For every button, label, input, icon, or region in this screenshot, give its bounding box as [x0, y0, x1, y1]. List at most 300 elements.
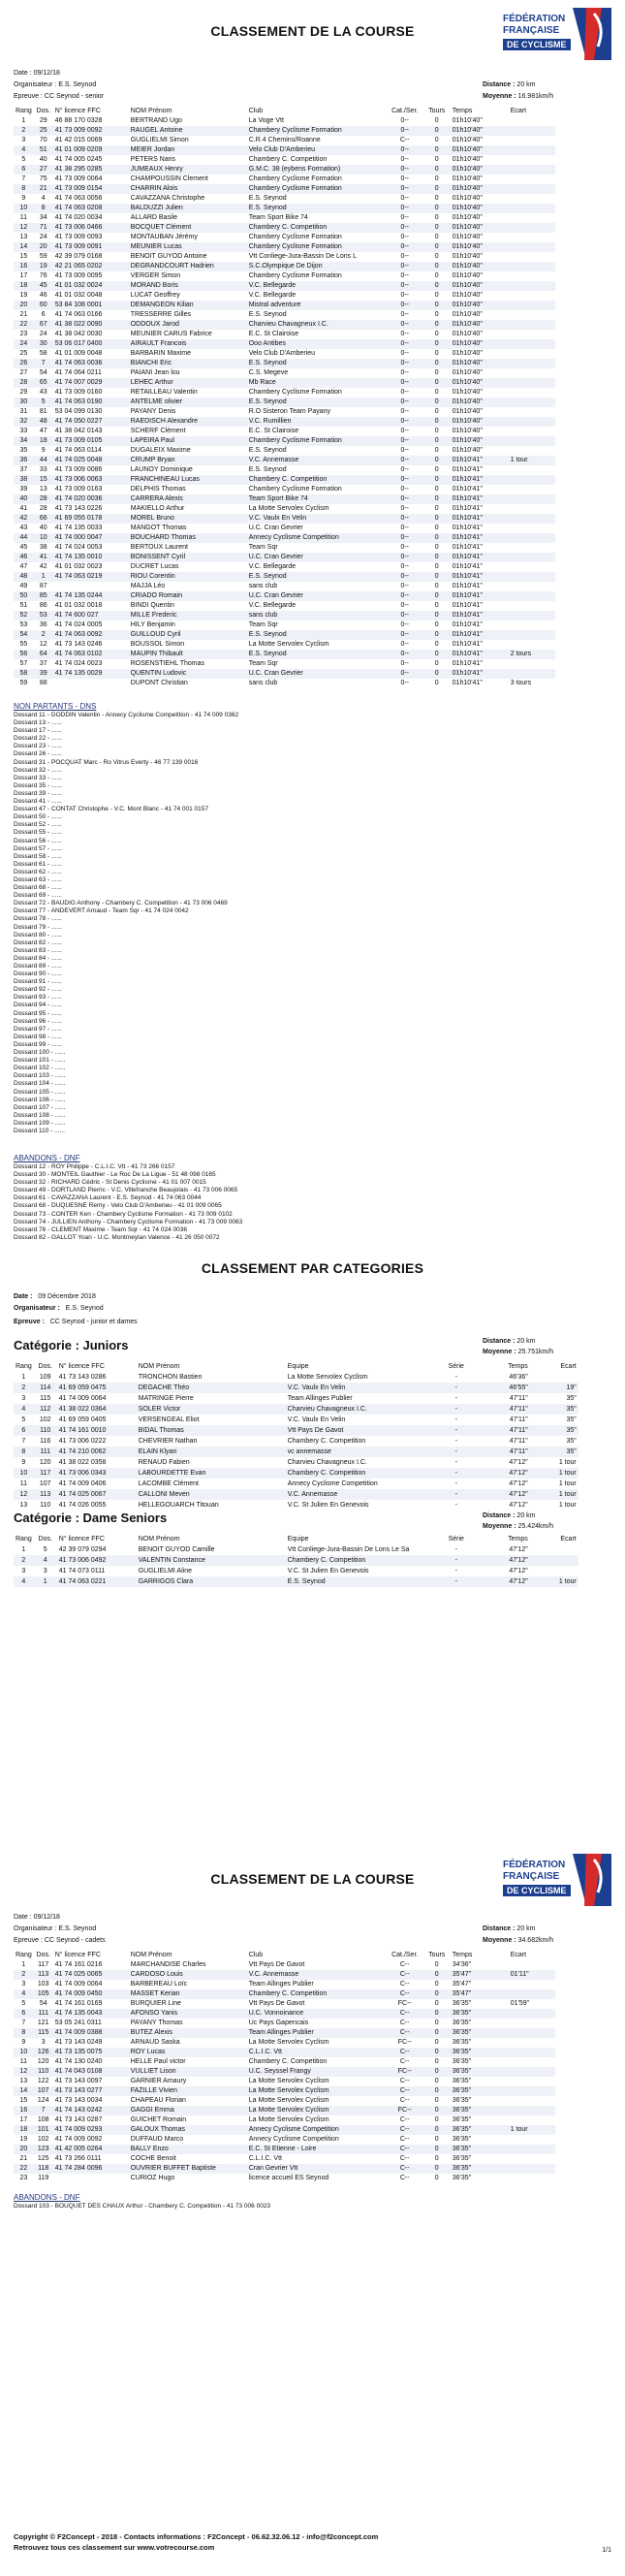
table-cell: - — [454, 1374, 457, 1381]
table-cell: 41 74 024 0023 — [54, 660, 103, 667]
table-cell: 1 — [21, 1546, 26, 1553]
table-cell: 22 — [14, 320, 34, 330]
table-cell: 17 — [19, 272, 28, 279]
table-cell: HELLEGOUARCH Titouan — [138, 1502, 219, 1509]
table-cell: 58 — [39, 350, 47, 357]
results-row — [14, 553, 555, 562]
table-cell: 3 — [43, 1568, 47, 1574]
dns-entry: Dossard 23 - ...... — [14, 743, 62, 750]
results-row — [14, 2164, 555, 2174]
table-cell: U.C. Cran Gevrier — [248, 525, 303, 531]
table-cell: 101 — [34, 2125, 53, 2135]
dnf-entry: Dossard 103 - BOUQUET DES CHAUX Arthur - Chambery C. Competition - 41 73 006 0023 — [14, 2203, 271, 2210]
dns-entry: Dossard 68 - ...... — [14, 884, 62, 892]
table-cell — [509, 252, 555, 262]
table-cell: Chambery C. Competition — [287, 1438, 366, 1445]
column-header: Cat./Ser. — [391, 1952, 419, 1958]
table-cell: 36'35" — [451, 2028, 509, 2038]
table-cell: - — [454, 1416, 457, 1423]
table-cell: 4 — [41, 195, 46, 202]
table-cell: 13 — [19, 2078, 28, 2084]
dns-entry: Dossard 52 - ...... — [14, 821, 62, 829]
table-cell: 14 — [14, 2086, 34, 2096]
table-cell: 0 — [423, 204, 451, 213]
table-cell: Team Sqr — [248, 621, 278, 628]
table-cell: 43 — [19, 525, 28, 531]
table-cell: Chambery Cyclisme Formation — [247, 126, 387, 136]
dnf-entry: Dossard 30 - MONTEIL Gauthier - Le Roc De La Ligue - 51 48 098 0165 — [14, 1171, 216, 1179]
table-cell: 41 74 135 0033 — [54, 525, 103, 531]
results-row — [14, 465, 555, 475]
table-cell: 18 — [14, 2125, 34, 2135]
table-cell: 41 74 020 0036 — [53, 494, 129, 504]
table-cell: 01h10'41" — [451, 669, 509, 679]
table-cell: BOUSSOL Simon — [130, 641, 185, 648]
table-cell: Team Sqr — [248, 544, 278, 551]
table-cell: 36'35" — [451, 2048, 509, 2057]
table-cell: 01h10'40" — [451, 145, 509, 155]
table-cell: 9 — [21, 2039, 26, 2046]
table-cell: 0-- — [400, 214, 410, 221]
results-row — [14, 456, 555, 465]
table-cell: Annecy Cyclisme Competition — [287, 1480, 378, 1487]
table-cell: 105 — [34, 1989, 53, 1999]
table-cell: 35 — [19, 447, 28, 454]
table-cell — [509, 543, 555, 553]
table-cell: 107 — [39, 1480, 51, 1487]
table-cell: 10 — [34, 533, 53, 543]
table-cell: CHAMPOUSSIN Clement — [130, 175, 208, 182]
table-cell: 36 — [14, 456, 34, 465]
table-cell: 36'35" — [451, 2145, 509, 2154]
table-cell: 1 tour — [530, 1489, 578, 1500]
page1-moyenne-row: Moyenne : 16.981km/h — [483, 93, 554, 100]
results-row — [14, 562, 555, 572]
table-cell: 11 — [19, 1480, 27, 1487]
table-cell — [509, 582, 555, 591]
dns-entry: Dossard 26 - ...... — [14, 750, 62, 758]
table-cell: 13 — [19, 234, 28, 240]
dns-entry: Dossard 13 - ...... — [14, 719, 62, 727]
table-cell: 27 — [19, 369, 28, 376]
table-cell: VERGER Simon — [130, 272, 181, 279]
table-cell: 24 — [39, 234, 47, 240]
page3-moyenne-row: Moyenne : 34.682km/h — [483, 1937, 554, 1944]
table-cell: 110 — [34, 1425, 57, 1436]
table-cell: 47'11" — [509, 1438, 528, 1445]
table-cell: 2 tours — [509, 650, 555, 659]
page1-epreuve-row: Epreuve : CC Seynod - senior — [14, 93, 105, 100]
table-cell: 0-- — [387, 242, 423, 252]
table-cell: 0 — [434, 2116, 439, 2123]
table-cell: PAYANY Denis — [130, 408, 176, 415]
table-cell: 55 — [19, 641, 28, 648]
table-cell: 42 21 065 0202 — [53, 262, 129, 271]
table-cell: 7 — [21, 1438, 26, 1445]
table-cell: 35'47" — [451, 1989, 509, 1999]
dns-entry: Dossard 82 - ...... — [14, 938, 62, 946]
table-cell: 41 74 009 0450 — [53, 1989, 129, 1999]
page3-title: CLASSEMENT DE LA COURSE — [210, 1871, 415, 1887]
table-cell: Chambery C. Competition — [248, 2058, 328, 2065]
table-cell: E.S. Seynod — [248, 195, 287, 202]
dns-entry: Dossard 90 - ...... — [14, 970, 62, 978]
dns-entry: Dossard 17 - ...... — [14, 727, 62, 735]
table-cell: 0-- — [400, 156, 410, 163]
table-cell: - — [435, 1404, 478, 1415]
table-cell: LABOURDETTE Evan — [137, 1468, 286, 1479]
table-cell: 19 — [19, 292, 28, 299]
table-cell: MOREL Bruno — [129, 514, 247, 524]
results-row — [14, 213, 555, 223]
table-cell: Chambery Cyclisme Formation — [248, 389, 342, 396]
table-cell: 01h10'41" — [452, 563, 483, 570]
table-cell: 34 — [39, 214, 47, 221]
table-cell: 0 — [423, 650, 451, 659]
table-cell — [509, 514, 555, 524]
table-cell: 54 — [14, 630, 34, 640]
table-cell: - — [435, 1447, 478, 1457]
table-cell: 0 — [434, 2000, 439, 2007]
dames-row — [14, 1566, 578, 1576]
page1-dnf-title: ABANDONS - DNF — [14, 1154, 80, 1162]
column-header: Temps — [452, 108, 473, 114]
table-cell: ROSENSTIEHL Thomas — [130, 660, 204, 667]
juniors-table — [14, 1361, 578, 1511]
table-cell: 0 — [434, 175, 439, 182]
table-cell: 41 74 063 0102 — [53, 650, 129, 659]
table-cell — [509, 407, 555, 417]
table-cell: 32 — [14, 417, 34, 427]
table-cell — [509, 271, 555, 281]
table-cell: V.C. Rumillien — [247, 417, 387, 427]
table-cell: U.C. Vonnoinance — [247, 2009, 387, 2019]
table-cell: C-- — [399, 2097, 410, 2104]
table-cell: 41 38 022 0364 — [57, 1404, 137, 1415]
page3-results-table — [14, 1951, 555, 2183]
table-cell: 01h10'41" — [451, 591, 509, 601]
table-cell: - — [435, 1383, 478, 1393]
table-cell: AFONSO Yanis — [129, 2009, 247, 2019]
table-cell: U.C. Cran Gevrier — [247, 669, 387, 679]
column-header: Tours — [428, 1952, 446, 1958]
table-cell: 0-- — [400, 447, 410, 454]
table-cell: 20 — [34, 242, 53, 252]
dames-distance: 20 km — [516, 1512, 536, 1519]
table-cell: 53 04 099 0130 — [54, 408, 103, 415]
table-cell: 0 — [434, 408, 439, 415]
results-row — [14, 252, 555, 262]
table-cell: 31 — [19, 408, 28, 415]
table-cell: 0-- — [400, 272, 410, 279]
table-cell: 01h10'40" — [451, 281, 509, 291]
table-cell: 0 — [423, 262, 451, 271]
table-cell: C-- — [399, 2155, 410, 2162]
table-cell: DUGALEIX Maxime — [130, 447, 191, 454]
table-cell: 41 38 022 0358 — [58, 1459, 107, 1466]
table-cell — [509, 194, 555, 204]
table-cell: 3 — [21, 1568, 26, 1574]
page3-epreuve: CC Seynod - cadets — [44, 1937, 106, 1944]
table-cell: 88 — [39, 680, 47, 686]
table-cell: 01h10'40" — [452, 117, 483, 124]
table-cell: 0-- — [400, 331, 410, 337]
results-row — [14, 310, 555, 320]
table-cell: 53 — [34, 611, 53, 620]
table-cell: 01h10'41" — [452, 525, 483, 531]
column-header: NOM Prénom — [138, 1363, 180, 1370]
table-cell: La Motte Servolex Cyclism — [248, 641, 329, 648]
dnf-entry: Dossard 74 - JULLIEN Anthony - Chambery Cyclisme Formation - 41 73 009 0063 — [14, 1218, 243, 1225]
juniors-distance: 20 km — [516, 1338, 536, 1345]
table-cell: 3 — [41, 2039, 46, 2046]
table-cell: 15 — [19, 253, 28, 260]
dns-entry: Dossard 31 - POCQUAT Marc - Ro Vitrus Everty - 46 77 139 0016 — [14, 758, 199, 766]
table-cell: MATRINGE Pierre — [138, 1395, 194, 1402]
table-cell: QUENTIN Ludovic — [129, 669, 247, 679]
table-cell: 36'35" — [451, 2106, 509, 2115]
table-cell: 4 — [14, 1989, 34, 1999]
dames-moyenne: 25.424km/h — [517, 1523, 554, 1530]
table-cell: 0 — [434, 466, 439, 473]
dns-entry: Dossard 11 - GODDIN Valentin - Annecy Cyclisme Competition - 41 74 009 0362 — [14, 712, 239, 718]
table-cell: R.O Sisteron Team Payany — [248, 408, 331, 415]
dns-entry: Dossard 58 - ...... — [14, 852, 62, 860]
table-cell: 0-- — [400, 660, 410, 667]
table-cell: BENOIT GUYOD Camille — [138, 1546, 215, 1553]
table-cell: BIDAL Thomas — [137, 1425, 286, 1436]
table-cell: 36'35" — [452, 2058, 472, 2065]
table-cell — [509, 562, 555, 572]
table-cell: La Motte Servolex Cyclism — [248, 2039, 329, 2046]
results-row — [14, 2174, 555, 2183]
page1-moyenne: 16.981km/h — [517, 93, 554, 100]
dns-entry: Dossard 63 - ...... — [14, 875, 62, 883]
dns-entry: Dossard 61 - ...... — [14, 860, 62, 868]
table-cell: E.S. Seynod — [286, 1576, 435, 1587]
results-row — [14, 2019, 555, 2028]
table-cell: 46 — [14, 553, 34, 562]
dns-entry: Dossard 79 - ...... — [14, 923, 62, 931]
table-cell — [509, 339, 555, 349]
table-cell: 35" — [566, 1438, 577, 1445]
column-header: Dos. — [38, 1363, 52, 1370]
table-cell: CRIADO Romain — [129, 591, 247, 601]
table-cell: Team Sport Bike 74 — [248, 214, 308, 221]
table-cell: 0 — [423, 378, 451, 388]
table-cell: 41 73 143 0277 — [53, 2086, 129, 2096]
table-cell: 41 73 266 0111 — [54, 2155, 102, 2162]
results-row — [14, 659, 555, 669]
results-row — [14, 165, 555, 175]
table-cell: 01h10'40" — [452, 272, 483, 279]
table-cell: SOLER Victor — [137, 1404, 286, 1415]
results-row — [14, 650, 555, 659]
dns-entry: Dossard 69 - ...... — [14, 892, 62, 900]
dames-row — [14, 1555, 578, 1566]
page1-distance-row: Distance : 20 km — [483, 81, 536, 88]
table-cell: 57 — [19, 660, 28, 667]
table-cell: 41 74 063 0036 — [53, 359, 129, 368]
results-row — [14, 242, 555, 252]
categories-title: CLASSEMENT PAR CATEGORIES — [201, 1260, 424, 1276]
dns-entry: Dossard 39 - ...... — [14, 789, 62, 797]
table-cell: 65 — [34, 378, 53, 388]
table-cell — [53, 582, 129, 591]
table-cell: 01h10'40" — [451, 378, 509, 388]
table-cell: 4 — [14, 1576, 34, 1587]
table-cell: - — [454, 1502, 457, 1509]
table-cell: 41 74 050 0227 — [53, 417, 129, 427]
results-row — [14, 475, 555, 485]
column-header: Dos. — [36, 108, 50, 114]
table-cell: 41 74 007 0029 — [53, 378, 129, 388]
table-cell: 0 — [434, 641, 439, 648]
results-row — [14, 2067, 555, 2077]
table-cell: La Motte Servolex Cyclism — [247, 2086, 387, 2096]
table-cell: RENAUD Fabien — [138, 1459, 190, 1466]
table-cell: 01h10'40" — [452, 137, 483, 143]
column-header: Dos. — [36, 1952, 50, 1958]
table-cell: 41 73 009 0092 — [53, 126, 129, 136]
table-cell: RIOU Corentin — [129, 572, 247, 582]
results-row — [14, 1989, 555, 1999]
table-cell: 3 — [21, 1981, 26, 1988]
results-row — [14, 2009, 555, 2019]
table-cell: 26 — [14, 359, 34, 368]
results-row — [14, 1970, 555, 1980]
table-cell: 120 — [37, 2058, 49, 2065]
table-cell: 0 — [434, 486, 439, 493]
table-cell: 56 — [14, 650, 34, 659]
table-cell: 01h10'40" — [452, 447, 483, 454]
table-cell: 28 — [14, 378, 34, 388]
results-row — [14, 2135, 555, 2145]
results-row — [14, 591, 555, 601]
table-cell: 41 74 025 0048 — [53, 456, 129, 465]
table-cell: DEGACHE Théo — [137, 1383, 286, 1393]
table-cell: 47'11" — [478, 1404, 530, 1415]
table-cell: 0 — [434, 350, 439, 357]
table-cell: 0 — [434, 505, 439, 512]
table-cell: 45 — [19, 544, 28, 551]
table-cell: GALOUX Thomas — [129, 2125, 247, 2135]
table-cell: 41 74 073 0111 — [58, 1568, 106, 1574]
table-cell — [509, 291, 555, 301]
column-header: N° licence FFC — [58, 1363, 105, 1370]
table-cell: 41 69 059 0475 — [57, 1383, 137, 1393]
table-cell: 41 74 161 0216 — [54, 1961, 103, 1968]
table-cell: GUICHET Romain — [130, 2116, 187, 2123]
dnf-entry: Dossard 68 - DUQUESNE Remy - Velo Club D'Amberieu - 41 01 009 0065 — [14, 1202, 222, 1210]
table-cell: BENOIT GUYOD Antoine — [130, 253, 207, 260]
table-cell: E.S. Seynod — [247, 572, 387, 582]
dns-entry: Dossard 102 - ...... — [14, 1065, 66, 1072]
table-cell — [509, 601, 555, 611]
juniors-title: Catégorie : Juniors — [14, 1338, 129, 1352]
table-cell: JUMEAUX Henry — [129, 165, 247, 175]
column-header: Rang — [16, 1363, 32, 1370]
table-cell: 41 74 009 0388 — [53, 2028, 129, 2038]
table-cell: 47 — [19, 563, 28, 570]
table-cell — [509, 2067, 555, 2077]
results-row — [14, 2077, 555, 2086]
table-cell: 40 — [39, 156, 47, 163]
table-cell — [509, 427, 555, 436]
table-cell: CAVAZZANA Christophe — [130, 195, 205, 202]
page1-dnf-list — [14, 1163, 242, 1242]
table-cell: 70 — [39, 137, 47, 143]
table-cell: 0-- — [387, 650, 423, 659]
table-cell: V.C. Annemasse — [247, 1970, 387, 1980]
column-header: Dos. — [38, 1536, 52, 1542]
table-cell: 59 — [39, 253, 47, 260]
table-cell: 0-- — [400, 117, 410, 124]
table-cell: 01h10'40" — [451, 184, 509, 194]
column-header: NOM Prénom — [138, 1536, 180, 1542]
table-cell: 47'12" — [509, 1480, 528, 1487]
results-row-header — [14, 1951, 555, 1960]
results-row — [14, 398, 555, 407]
table-cell: 30 — [34, 339, 53, 349]
table-cell: 0-- — [400, 544, 410, 551]
table-cell: 0 — [434, 117, 439, 124]
table-cell: 115 — [34, 2028, 53, 2038]
table-cell: FC-- — [387, 2106, 423, 2115]
table-cell: 36'35" — [452, 2136, 472, 2143]
table-cell — [530, 1372, 578, 1383]
table-cell: 41 73 143 0286 — [58, 1374, 107, 1381]
table-cell: 0-- — [387, 398, 423, 407]
table-cell: 0 — [423, 591, 451, 601]
table-cell — [509, 504, 555, 514]
page1-title: CLASSEMENT DE LA COURSE — [210, 23, 415, 39]
table-cell: 3 — [21, 137, 26, 143]
table-cell: BERTRAND Ugo — [130, 117, 182, 124]
table-cell — [509, 611, 555, 620]
table-cell: 01h10'41" — [452, 680, 483, 686]
table-cell: Chambery C. Competition — [286, 1555, 435, 1566]
table-cell — [509, 310, 555, 320]
table-cell: 0 — [423, 223, 451, 233]
table-cell: 41 74 161 0010 — [57, 1425, 137, 1436]
dns-entry: Dossard 80 - ...... — [14, 931, 62, 938]
results-row — [14, 155, 555, 165]
column-header: Série — [448, 1363, 464, 1370]
table-cell: 0 — [434, 2078, 439, 2084]
table-cell: 47'12" — [478, 1576, 530, 1587]
table-cell: 01h10'40" — [452, 369, 483, 376]
table-cell: 47'12" — [478, 1555, 530, 1566]
table-cell: 0 — [434, 680, 439, 686]
table-cell: 41 74 025 0067 — [57, 1489, 137, 1500]
table-cell: OUVRIER BUFFET Baptiste — [129, 2164, 247, 2174]
page1-dns-list — [14, 712, 238, 1135]
juniors-row — [14, 1479, 578, 1489]
table-cell — [509, 126, 555, 136]
results-row — [14, 524, 555, 533]
juniors-distance-row: Distance : 20 km — [483, 1338, 536, 1345]
table-cell: 19 — [19, 2136, 28, 2143]
table-cell: 36'35" — [452, 2097, 472, 2104]
table-cell: C.L.I.C. Vtt — [248, 2155, 282, 2162]
dnf-entry: Dossard 61 - CAVAZZANA Laurent - E.S. Seynod - 41 74 063 0044 — [14, 1194, 202, 1202]
table-cell: 44 — [14, 533, 34, 543]
table-cell: BERTOUX Laurent — [130, 544, 189, 551]
table-cell — [53, 679, 129, 688]
table-cell: LAPEIRA Paul — [129, 436, 247, 446]
table-cell: 54 — [39, 2000, 47, 2007]
